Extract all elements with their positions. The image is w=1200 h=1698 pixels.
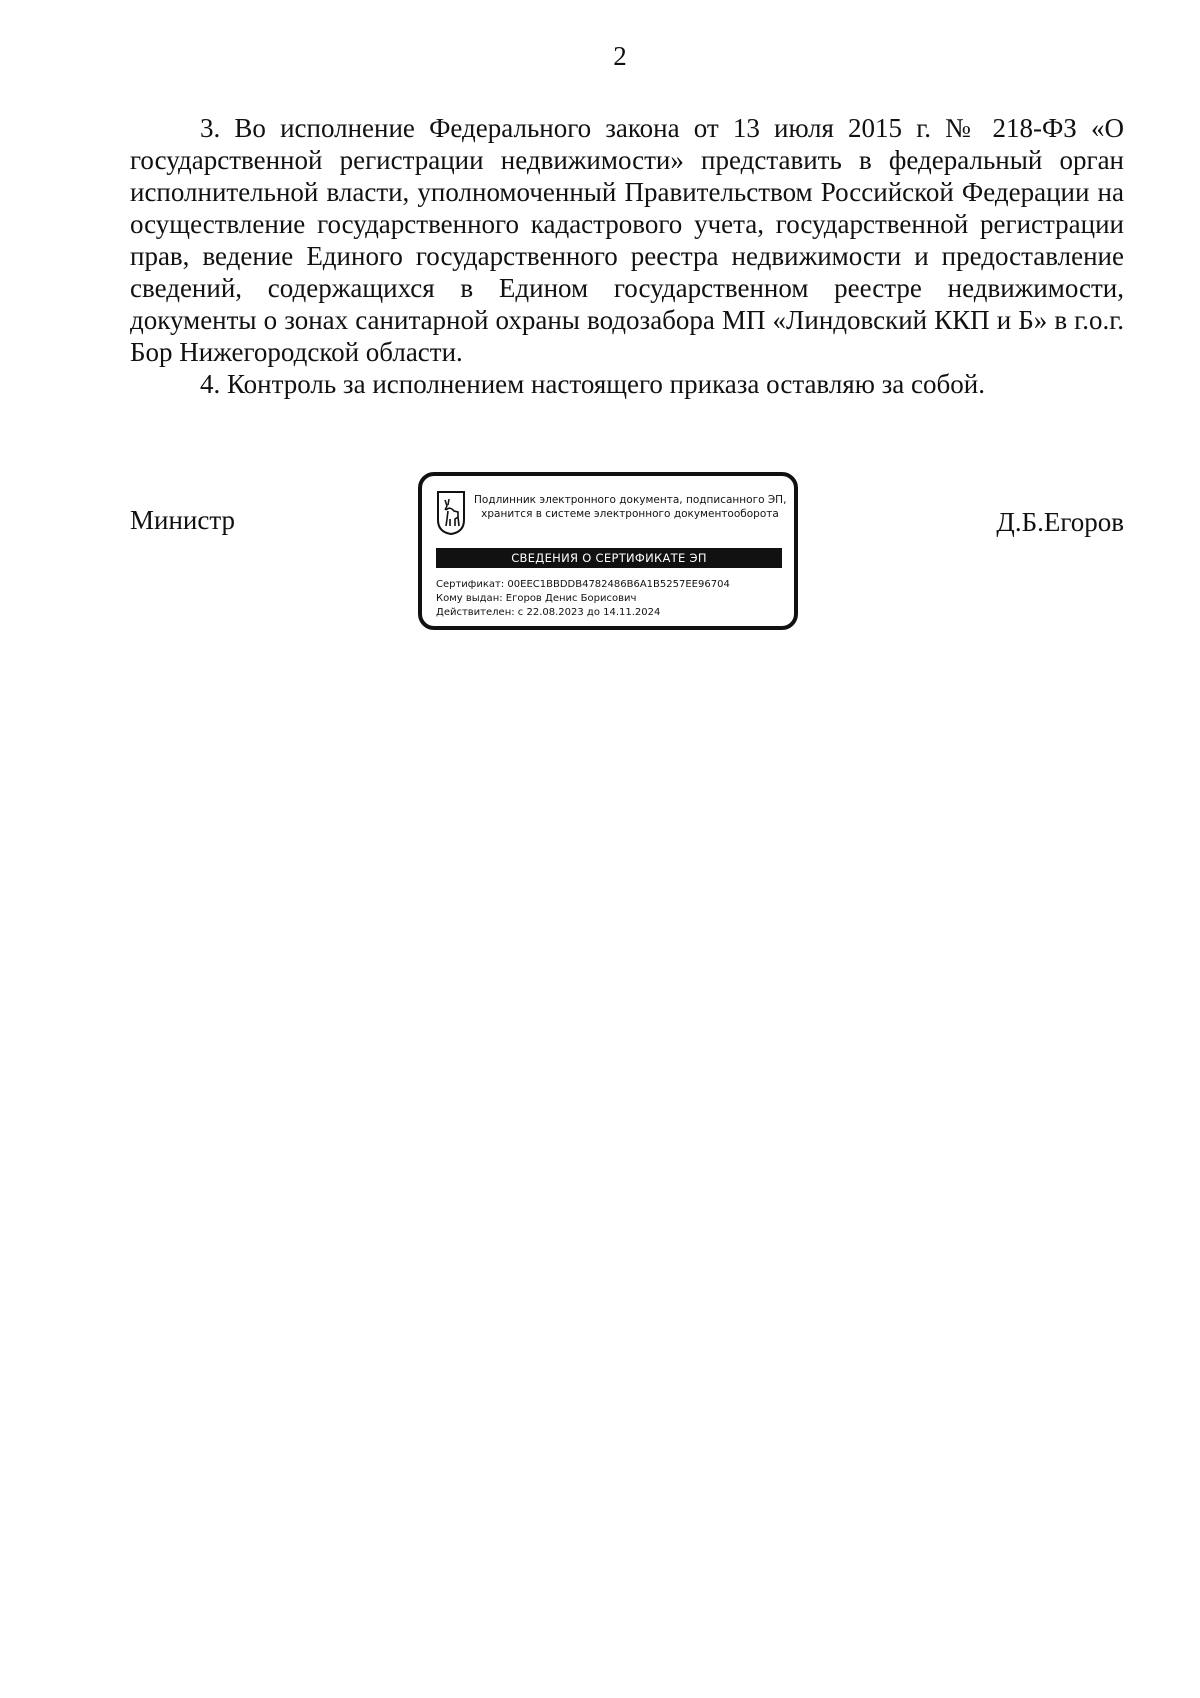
electronic-signature-stamp bbox=[418, 472, 798, 630]
stamp-header-line: хранится в системе электронного документооборота bbox=[481, 508, 779, 520]
certificate-number: Сертификат: 00EEC1BBDDB4782486B6A1B5257EE96704 bbox=[436, 579, 730, 590]
signer-name: Д.Б.Егоров bbox=[996, 507, 1124, 537]
document-body bbox=[130, 112, 1124, 400]
page-number: 2 bbox=[613, 41, 627, 71]
signer-role: Министр bbox=[130, 505, 235, 535]
certificate-validity: Действителен: с 22.08.2023 до 14.11.2024 bbox=[436, 607, 661, 618]
stamp-title-bar: СВЕДЕНИЯ О СЕРТИФИКАТЕ ЭП bbox=[436, 548, 782, 568]
signature-block bbox=[130, 472, 1124, 632]
deer-emblem-icon bbox=[436, 490, 466, 536]
certificate-details bbox=[436, 578, 786, 620]
certificate-owner: Кому выдан: Егоров Денис Борисович bbox=[436, 593, 637, 604]
paragraph-item-3: 3. Во исполнение Федерального закона от 13 июля 2015 г. № 218-ФЗ «О государственной регистрации недвижимости» представить в федеральный орган исполнительной власти, уполномоченный Правительством Российской Федерации на осуществление государственного кадастрового учета, государственной регистрации прав, ведение Единого государственного реестра недвижимости и предоставление сведений, содержащихся в Едином государственном реестре недвижимости, документы о зонах санитарной охраны водозабора МП «Линдовский ККП и Б» в г.о.г. Бор Нижегородской области. bbox=[130, 113, 1124, 367]
stamp-header bbox=[474, 493, 786, 521]
stamp-header-line: Подлинник электронного документа, подписанного ЭП, bbox=[474, 494, 787, 506]
paragraph-item-4: 4. Контроль за исполнением настоящего приказа оставляю за собой. bbox=[200, 369, 985, 399]
